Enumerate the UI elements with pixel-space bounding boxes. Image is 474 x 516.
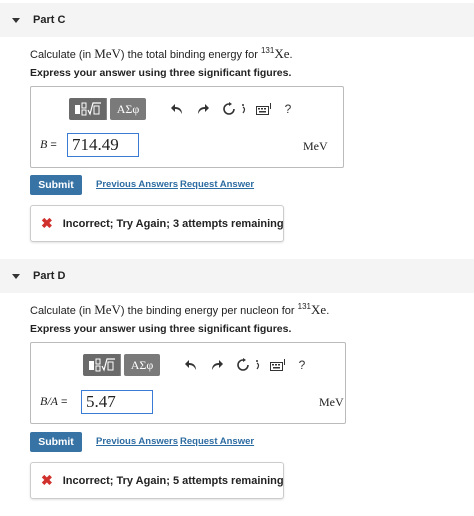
help-button[interactable]: ? <box>284 102 292 116</box>
request-answer-link[interactable]: Request Answer <box>180 179 255 190</box>
answer-input[interactable]: 714.49 <box>67 133 139 157</box>
redo-icon[interactable] <box>194 98 212 120</box>
separator-icon <box>254 354 262 376</box>
keyboard-icon[interactable] <box>268 354 288 376</box>
unit-label: MeV <box>303 139 328 153</box>
previous-answers-link[interactable]: Previous Answers <box>96 436 179 447</box>
request-answer-link[interactable]: Request Answer <box>180 436 255 447</box>
reset-icon[interactable] <box>220 98 238 120</box>
feedback-text: Incorrect; Try Again; 3 attempts remaining <box>62 217 284 230</box>
part-d-header[interactable] <box>0 259 474 293</box>
variable-label: B = <box>40 137 57 151</box>
feedback-text: Incorrect; Try Again; 5 attempts remaining <box>62 474 284 487</box>
instruction-text: Express your answer using three significant figures. <box>30 323 292 335</box>
feedback-box <box>30 205 284 242</box>
reset-icon[interactable] <box>234 354 252 376</box>
answer-input[interactable]: 5.47 <box>81 390 153 414</box>
undo-icon[interactable] <box>168 98 186 120</box>
math-toolbar <box>83 353 308 377</box>
question-text: Calculate (in MeV) the binding energy per nucleon for $^{131}$Xe. <box>30 302 330 317</box>
submit-button[interactable]: Submit <box>30 175 82 195</box>
template-icon[interactable] <box>83 354 121 376</box>
redo-icon[interactable] <box>208 354 226 376</box>
submit-button[interactable]: Submit <box>30 432 82 452</box>
feedback-box <box>30 462 284 499</box>
incorrect-x-icon: ✖ <box>41 472 53 488</box>
part-title: Part D <box>33 270 66 282</box>
variable-label: B/A = <box>40 394 68 408</box>
keyboard-icon[interactable] <box>254 98 274 120</box>
collapse-caret-icon[interactable] <box>12 18 20 23</box>
answer-box <box>30 342 346 424</box>
previous-answers-link[interactable]: Previous Answers <box>96 179 179 190</box>
greek-symbols-button[interactable]: ΑΣφ <box>124 354 160 376</box>
template-icon[interactable] <box>69 98 107 120</box>
collapse-caret-icon[interactable] <box>12 274 20 279</box>
incorrect-x-icon: ✖ <box>41 215 53 231</box>
separator-icon <box>240 98 248 120</box>
undo-icon[interactable] <box>182 354 200 376</box>
instruction-text: Express your answer using three significant figures. <box>30 67 292 79</box>
part-c-header[interactable] <box>0 3 474 37</box>
answer-box <box>30 86 344 168</box>
help-button[interactable]: ? <box>298 358 306 372</box>
template-group <box>69 98 107 120</box>
part-title: Part C <box>33 14 66 26</box>
math-toolbar <box>69 97 294 121</box>
template-group <box>83 354 121 376</box>
question-text: Calculate (in MeV) the total binding energy for $^{131}$Xe. <box>30 46 293 61</box>
unit-label: MeV <box>319 395 344 409</box>
greek-symbols-button[interactable]: ΑΣφ <box>110 98 146 120</box>
